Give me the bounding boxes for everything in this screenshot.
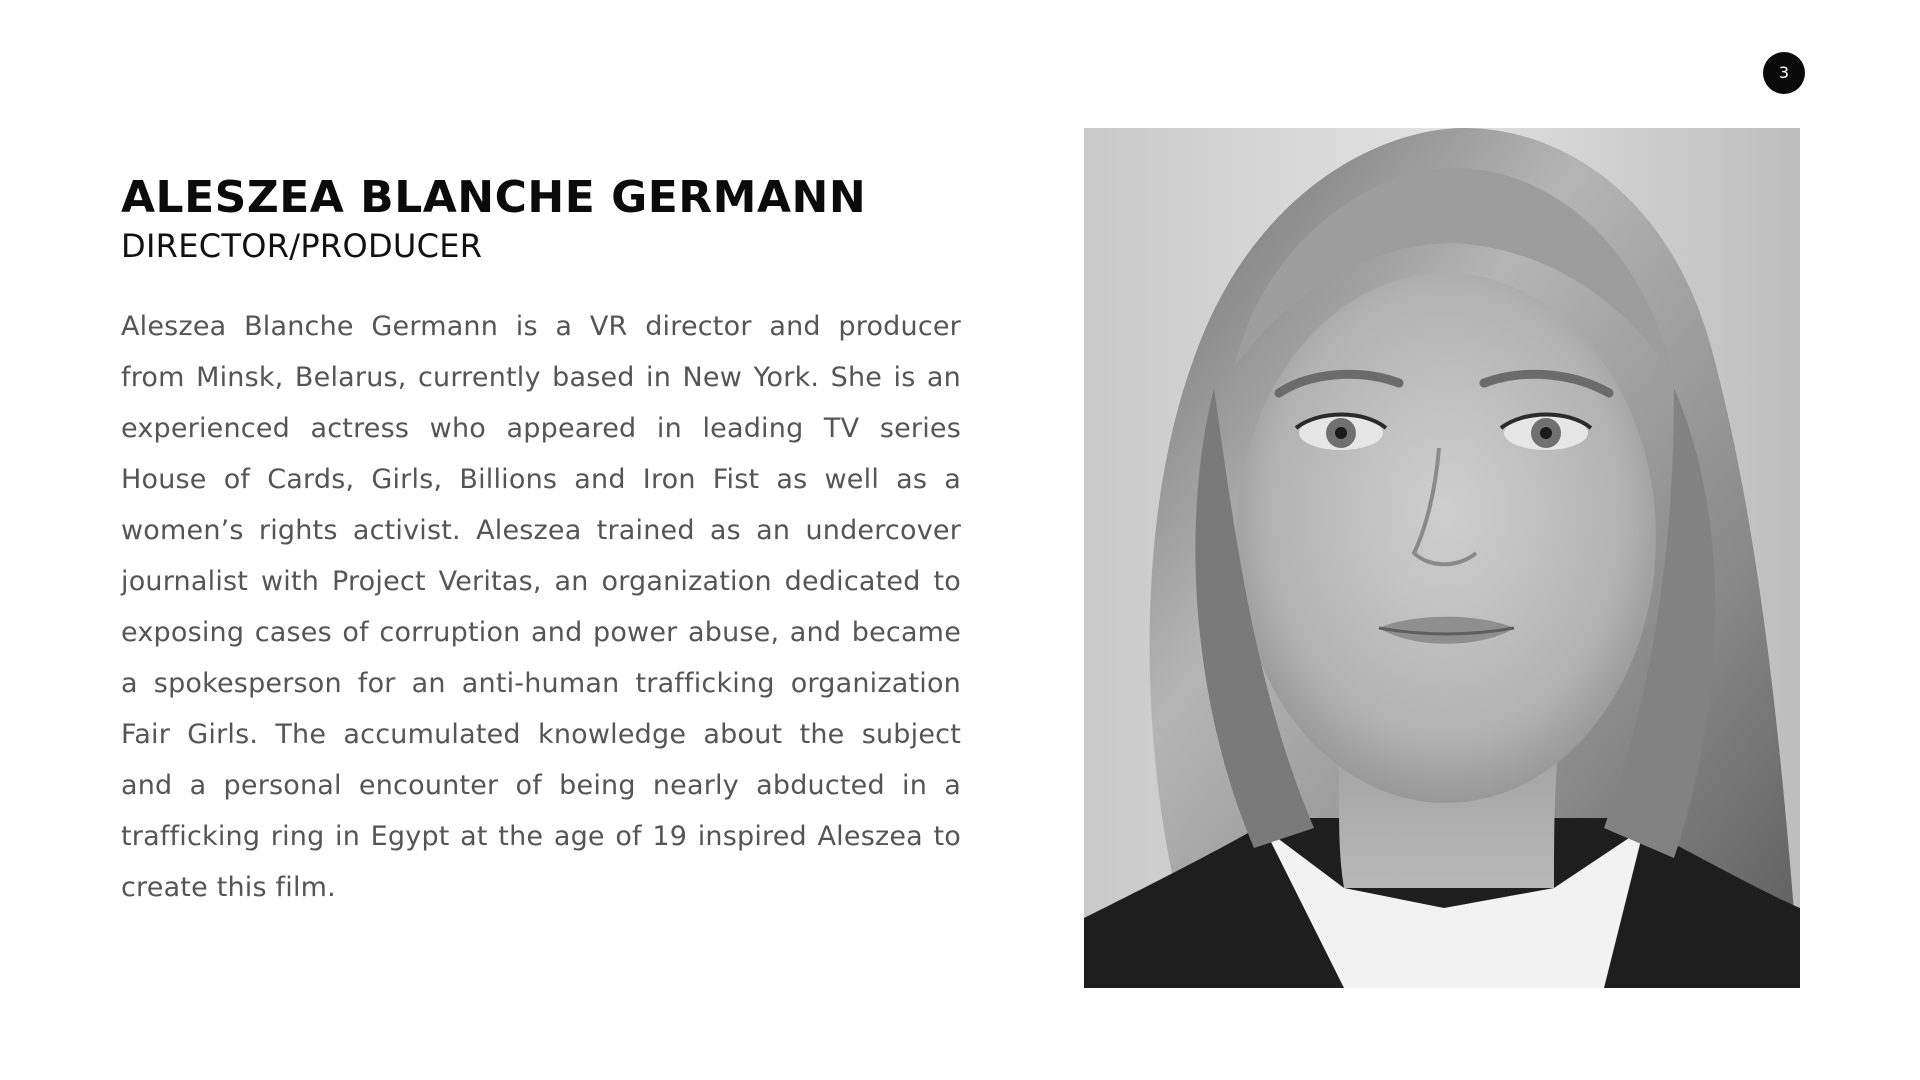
person-role: DIRECTOR/PRODUCER — [121, 226, 483, 265]
portrait-photo — [1084, 128, 1800, 988]
bio-section — [121, 172, 961, 913]
page-number-badge — [1763, 52, 1805, 94]
page-number: 3 — [1778, 63, 1790, 82]
bio-paragraph: Aleszea Blanche Germann is a VR director and producer from Minsk, Belarus, currently based in New York. She is an experienced actress who appeared in leading TV series House of Cards, Girls, Billions and Iron Fist as well as a women’s rights activist. Aleszea trained as an undercover journalist with Project Veritas, an organization dedicated to exposing cases of corruption and power abuse, and became a spokesperson for an anti-human trafficking organization Fair Girls. The accumulated knowledge about the subject and a personal encounter of being nearly abducted in a trafficking ring in Egypt at the age of 19 inspired Aleszea to create this film. — [121, 311, 961, 904]
person-name: ALESZEA BLANCHE GERMANN — [121, 172, 867, 223]
portrait-image-icon — [1084, 128, 1800, 988]
